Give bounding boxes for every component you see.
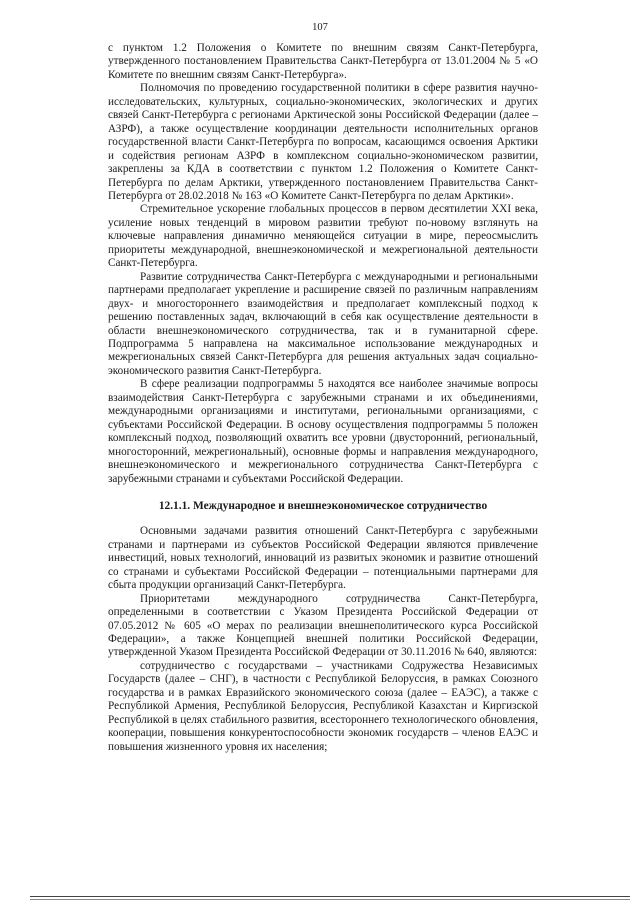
paragraph-cooperation-development: Развитие сотрудничества Санкт-Петербурга с международными и региональными партнерами предполагает укрепление и расширение связей по различным направлениям двух- и многостороннего взаимодействия и предполагает комплексный подход к решению поставленных задач, включающий в себя как осуществление деятельности в области внешнеэкономического сотрудничества, так и в гуманитарной сфере. Подпрограмма 5 направлена на максимальное использование международных и межрегиональных связей Санкт-Петербурга для решения актуальных задач социально-экономического развития Санкт-Петербурга. (108, 270, 538, 377)
page-number: 107 (312, 22, 328, 33)
page-bottom-rule (30, 896, 630, 897)
paragraph-subprogram-scope: В сфере реализации подпрограммы 5 находятся все наиболее значимые вопросы взаимодействия Санкт-Петербурга с зарубежными странами и их объединениями, международными организациями и институтами, региональными организациями, с субъектами Российской Федерации. В основу осуществления подпрограммы 5 положен комплексный подход, позволяющий охватить все уровни (двусторонний, региональный, многосторонний, межрегиональный), основные формы и направления международного, внешнеэкономического и межрегионального сотрудничества Санкт-Петербурга с зарубежными странами и субъектами Российской Федерации. (108, 378, 538, 485)
document-body (108, 42, 538, 754)
paragraph-priorities: Приоритетами международного сотрудничества Санкт-Петербурга, определенными в соответствии с Указом Президента Российской Федерации от 07.05.2012 № 605 «О мерах по реализации внешнеполитического курса Российской Федерации», а также Концепцией внешней политики Российской Федерации, утвержденной Указом Президента Российской Федерации от 30.11.2016 № 640, являются: (108, 592, 538, 659)
paragraph-main-tasks: Основными задачами развития отношений Санкт-Петербурга с зарубежными странами и партнерами из субъектов Российской Федерации являются привлечение инвестиций, новых технологий, инноваций из развитых экономик и развитие отношений со странами и субъектами Российской Федерации – потенциальными партнерами для сбыта продукции организаций Санкт-Петербурга. (108, 525, 538, 592)
paragraph-global-processes: Стремительное ускорение глобальных процессов в первом десятилетии XXI века, усиление новых тенденций в мировом развитии требуют по-новому взглянуть на ключевые направления динамично меняющейся ситуации в мире, переосмыслить приоритеты международной, внешнеэкономической и межрегиональной деятельности Санкт-Петербурга. (108, 203, 538, 270)
page-bottom-rule-secondary (30, 899, 630, 900)
paragraph-continuation: с пунктом 1.2 Положения о Комитете по внешним связям Санкт-Петербурга, утвержденного постановлением Правительства Санкт-Петербурга от 13.01.2004 № 5 «О Комитете по внешним связям Санкт-Петербурга». (108, 42, 538, 81)
paragraph-cis-cooperation: сотрудничество с государствами – участниками Содружества Независимых Государств (далее – СНГ), в частности с Республикой Белоруссия, в рамках Союзного государства и в рамках Евразийского экономического союза (далее – ЕАЭС), а также с Республикой Армения, Республикой Белоруссия, Республикой Казахстан и Киргизской Республикой в целях стабильного развития, всестороннего технологического обновления, кооперации, повышения конкурентоспособности экономик государств – членов ЕАЭС и повышения жизненного уровня их населения; (108, 659, 538, 753)
section-heading: 12.1.1. Международное и внешнеэкономическое сотрудничество (158, 499, 488, 512)
paragraph-arctic-powers: Полномочия по проведению государственной политики в сфере развития научно-исследовательских, культурных, социально-экономических, экологических и других связей Санкт-Петербурга с регионами Арктической зоны Российской Федерации (далее – АЗРФ), а также осуществление координации деятельности исполнительных органов государственной власти Санкт-Петербурга по вопросам, касающимся освоения Арктики и содействия регионам АЗРФ в комплексном социально-экономическом развитии, закреплены за КДА в соответствии с пунктом 1.2 Положения о Комитете Санкт-Петербурга по делам Арктики, утвержденного постановлением Правительства Санкт-Петербурга от 28.02.2018 № 163 «О Комитете Санкт-Петербурга по делам Арктики». (108, 82, 538, 202)
